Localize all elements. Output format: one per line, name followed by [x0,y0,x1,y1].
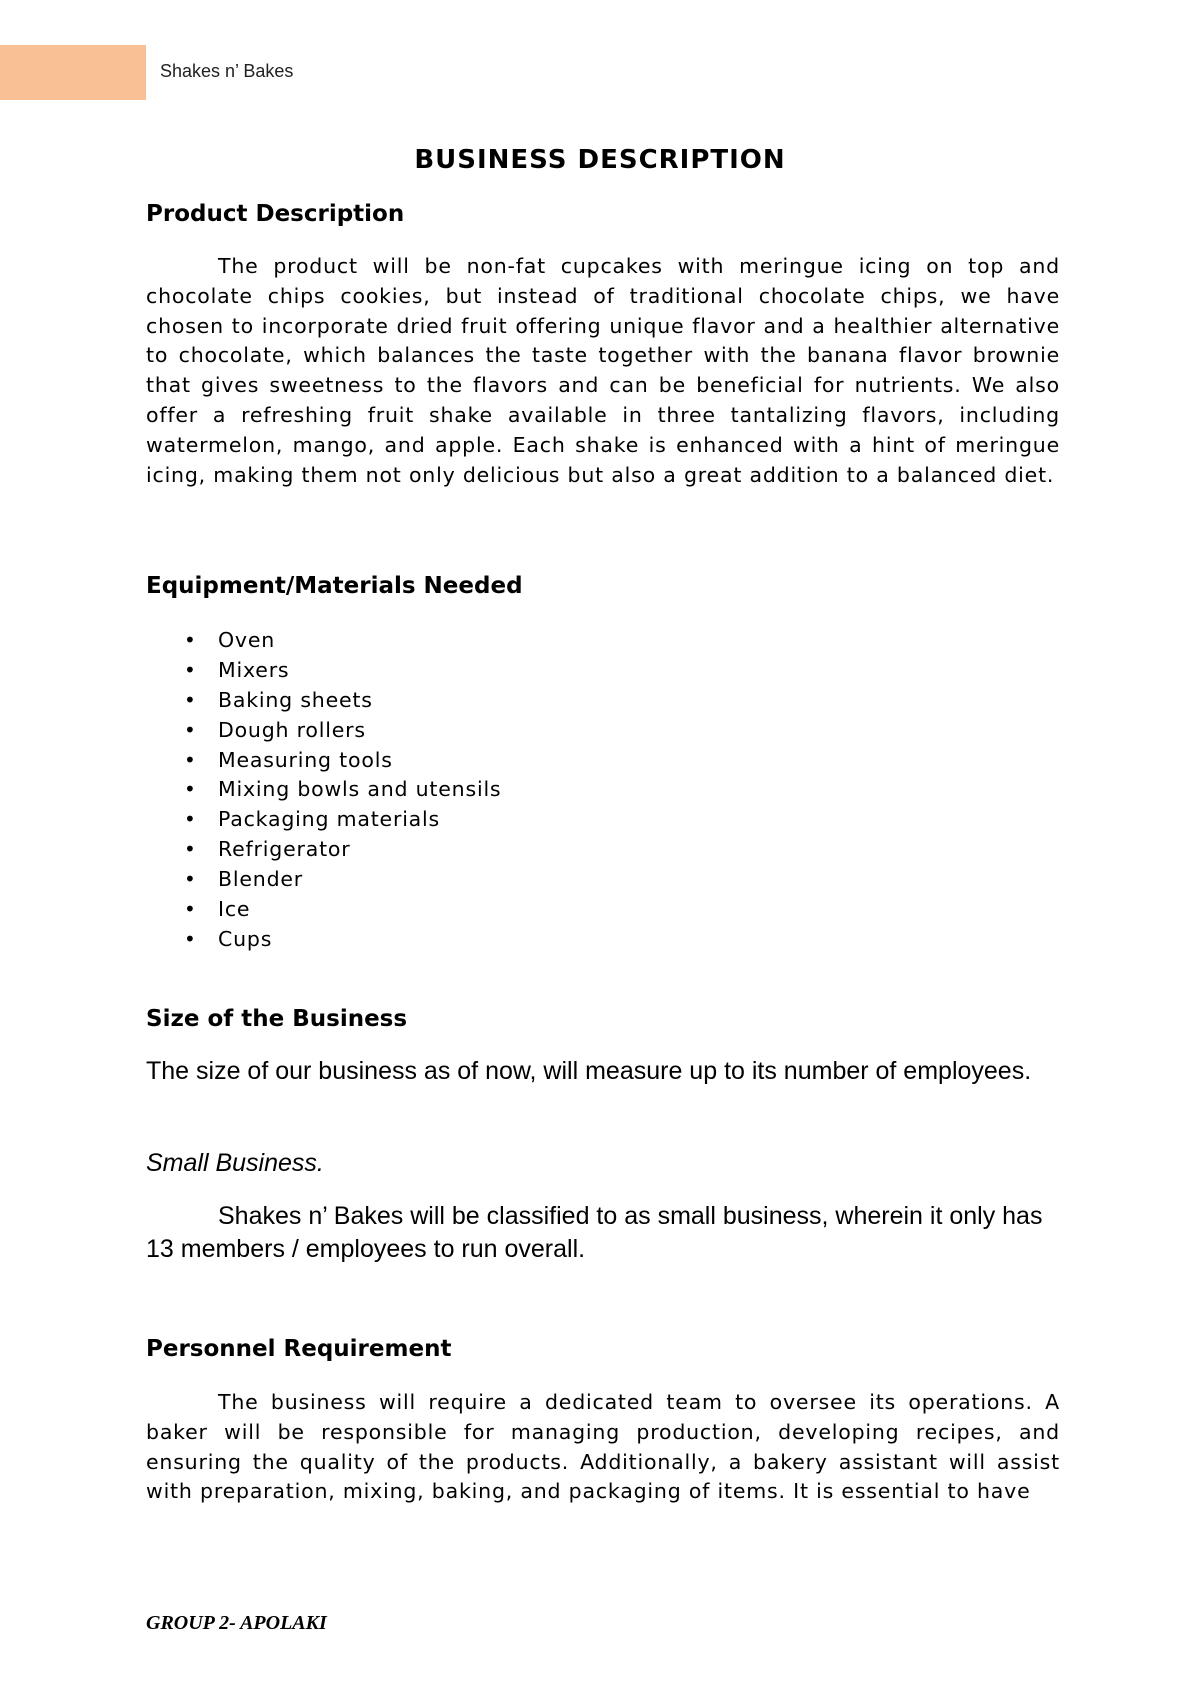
header-color-tab [0,45,146,100]
equipment-list-item [146,626,501,656]
equipment-list-item [146,775,501,805]
equipment-item-label: Blender [218,867,304,892]
equipment-item-label: Baking sheets [218,687,373,712]
equipment-item-label: Mixing bowls and utensils [218,777,502,802]
footer-group-label: GROUP 2- APOLAKI [146,1612,327,1634]
bullet-icon: • [184,717,197,742]
equipment-list-item [146,656,501,686]
bullet-icon: • [184,897,197,922]
bullet-icon: • [184,837,197,862]
equipment-list-item [146,925,501,955]
equipment-list-item [146,686,501,716]
header-brand: Shakes n’ Bakes [160,61,294,81]
bullet-icon: • [184,628,197,652]
bullet-icon: • [184,867,197,892]
business-size-detail: Shakes n’ Bakes will be classified to as small business, wherein it only has 13 members / employees to run overall. [146,1202,1043,1263]
equipment-item-label: Mixers [218,657,290,682]
equipment-item-label: Cups [218,926,273,951]
equipment-item-label: Oven [218,628,276,652]
equipment-list-item [146,835,501,865]
personnel-paragraph: The business will require a dedicated team to oversee its operations. A baker will be responsible for managing production, developing recipes, and ensuring the quality of the products. Additionally, a bakery assistant will assist with preparation, mixing, baking, and packaging of items. It is essential to have [146,1390,1060,1504]
product-description-heading: Product Description [146,201,405,227]
bullet-icon: • [184,687,197,712]
equipment-list-item [146,895,501,925]
equipment-heading: Equipment/Materials Needed [146,573,523,599]
bullet-icon: • [184,777,197,802]
equipment-list [146,626,501,955]
bullet-icon: • [184,926,197,951]
product-description-paragraph: The product will be non-fat cupcakes with meringue icing on top and chocolate chips cookies, but instead of traditional chocolate chips, we have chosen to incorporate dried fruit offering unique flavor and a healthier alternative to chocolate, which balances the taste together with the banana flavor brownie that gives sweetness to the flavors and can be beneficial for nutrients. We also offer a refreshing fruit shake available in three tantalizing flavors, including watermelon, mango, and apple. Each shake is enhanced with a hint of meringue icing, making them not only delicious but also a great addition to a balanced diet. [146,254,1060,487]
bullet-icon: • [184,747,197,772]
equipment-item-label: Packaging materials [218,807,441,832]
equipment-list-item [146,746,501,776]
equipment-item-label: Measuring tools [218,747,393,772]
business-size-classification: Small Business. [146,1149,324,1177]
equipment-item-label: Ice [218,897,251,922]
equipment-list-item [146,865,501,895]
equipment-item-label: Refrigerator [218,837,351,862]
equipment-list-item [146,716,501,746]
business-size-intro: The size of our business as of now, will measure up to its number of employees. [146,1057,1032,1085]
equipment-item-label: Dough rollers [218,717,366,742]
business-size-heading: Size of the Business [146,1006,408,1032]
bullet-icon: • [184,807,197,832]
bullet-icon: • [184,657,197,682]
page-title: BUSINESS DESCRIPTION [414,145,786,175]
personnel-heading: Personnel Requirement [146,1336,452,1362]
equipment-list-item [146,805,501,835]
